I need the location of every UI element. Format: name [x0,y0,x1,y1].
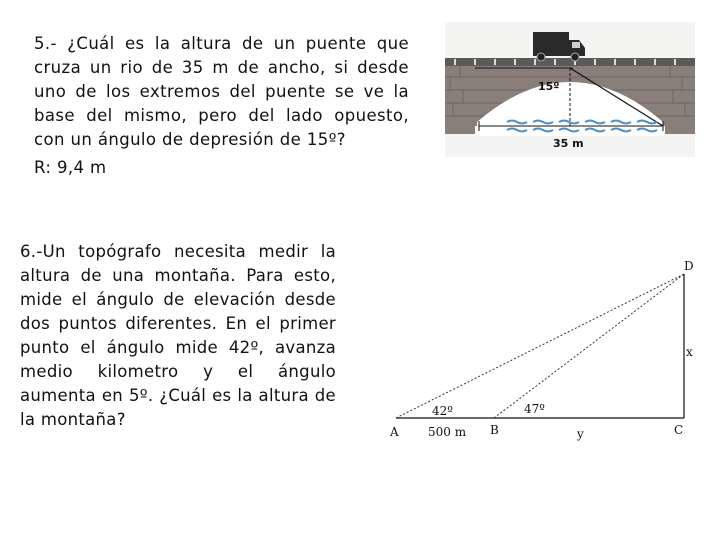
bridge-railing [445,58,695,66]
point-a-label: A [390,425,399,439]
point-c-label: C [674,423,684,437]
point-b-label: B [490,423,499,437]
point-d-label: D [684,259,694,273]
distance-ab-label: 500 m [428,425,467,439]
problem-6 [20,240,336,432]
width-label-35m: 35 m [553,137,584,150]
bridge-figure [445,22,695,157]
sight-line-a [396,274,684,418]
triangle-figure [382,250,702,445]
problem-6-text: 6.-Un topógrafo necesita medir la altura de una montaña. Para esto, mide el ángulo de elevación desde dos puntos diferentes. En el primer punto el ángulo mide 42º, avanza medio kilometro y el ángulo aumenta en 5º. ¿Cuál es la altura de la montaña? [20,242,336,429]
y-label: y [577,427,584,441]
x-label: x [686,345,693,359]
angle-b-label: 47º [524,402,545,416]
angle-label-15: 15º [538,80,560,93]
problem-5-answer: R: 9,4 m [34,158,107,177]
problem-5-text: 5.- ¿Cuál es la altura de un puente que cruza un rio de 35 m de ancho, si desde uno de los extremos del puente se ve la base del mismo, pero del lado opuesto, con un ángulo de depresión de 15º? [34,34,409,149]
angle-a-label: 42º [432,404,453,418]
problem-5 [34,32,409,180]
sight-line-b [494,274,684,418]
